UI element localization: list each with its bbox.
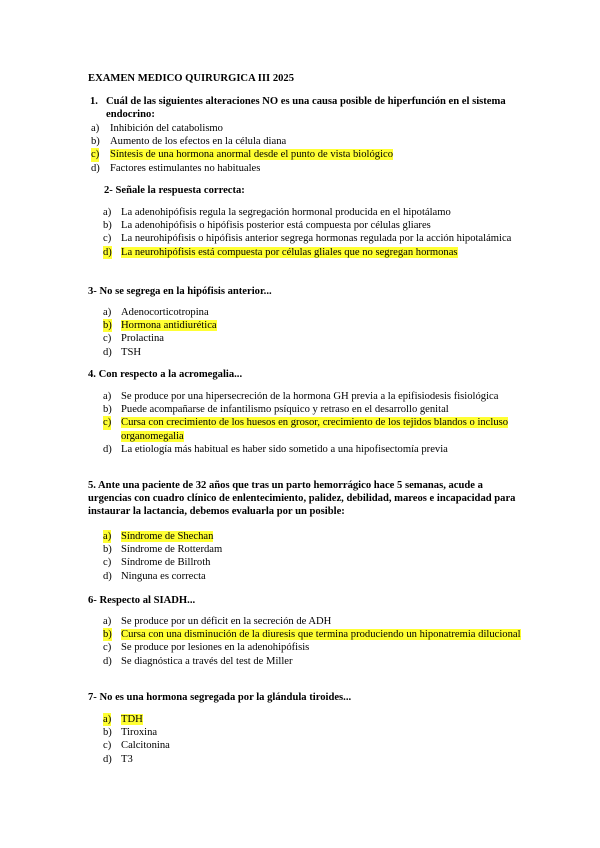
option-letter: b) xyxy=(103,404,112,416)
option-1b[interactable] xyxy=(88,135,524,148)
question-text: Cuál de las siguientes alteraciones NO es una causa posible de hiperfunción en el sistema endocrino: xyxy=(106,96,506,121)
question-3 xyxy=(88,285,524,298)
option-letter: d) xyxy=(103,346,112,358)
option-1c[interactable] xyxy=(88,148,524,161)
option-6b[interactable] xyxy=(88,628,524,641)
option-text: Factores estimulantes no habituales xyxy=(110,162,261,174)
option-text: Inhibición del catabolismo xyxy=(110,123,223,134)
question-7-options xyxy=(88,713,524,766)
option-letter: c) xyxy=(103,642,112,654)
option-letter: c) xyxy=(103,740,112,752)
option-5b[interactable] xyxy=(88,543,524,556)
option-letter: b) xyxy=(103,544,112,556)
option-text: Síndrome de Billroth xyxy=(121,557,211,569)
option-4b[interactable] xyxy=(88,403,524,416)
option-text: Se produce por un déficit en la secreción de ADH xyxy=(121,616,332,627)
question-text: Respecto al SIADH... xyxy=(99,595,196,606)
option-5a[interactable] xyxy=(88,530,524,543)
option-letter: b) xyxy=(103,220,112,232)
option-letter: c) xyxy=(103,557,112,569)
option-7d[interactable] xyxy=(88,753,524,766)
option-text: TDH xyxy=(121,714,143,725)
option-text: TSH xyxy=(121,346,142,358)
option-letter: a) xyxy=(103,616,112,627)
option-text: Cursa con una disminución de la diuresis que termina produciendo un hiponatremia dilucional xyxy=(121,629,521,641)
option-letter: c) xyxy=(103,417,112,429)
option-letter: a) xyxy=(103,531,112,542)
question-4 xyxy=(88,368,524,381)
option-1d[interactable] xyxy=(88,162,524,175)
question-text: No se segrega en la hipófisis anterior... xyxy=(99,286,272,297)
question-number: 2- xyxy=(104,185,113,196)
option-text: Se produce por lesiones en la adenohipófisis xyxy=(121,642,310,654)
option-6d[interactable] xyxy=(88,655,524,668)
option-1a[interactable] xyxy=(88,122,524,135)
question-6 xyxy=(88,594,524,607)
option-letter: c) xyxy=(103,333,112,345)
option-text: T3 xyxy=(121,753,133,765)
option-3c[interactable] xyxy=(88,332,524,345)
option-letter: d) xyxy=(103,570,112,582)
option-letter: d) xyxy=(103,443,112,455)
question-number: 7- xyxy=(88,692,97,703)
question-number: 3- xyxy=(88,286,97,297)
option-letter: a) xyxy=(91,123,100,134)
option-7c[interactable] xyxy=(88,739,524,752)
question-5 xyxy=(88,479,524,519)
question-4-options xyxy=(88,390,524,456)
option-letter: c) xyxy=(91,149,100,161)
question-7 xyxy=(88,691,524,704)
option-text: Síndrome de Shechan xyxy=(121,531,214,542)
option-6a[interactable] xyxy=(88,615,524,628)
option-2d[interactable] xyxy=(88,246,524,259)
question-6-options xyxy=(88,615,524,668)
option-text: La etiología más habitual es haber sido sometido a una hipofisectomía previa xyxy=(121,443,448,455)
question-2 xyxy=(104,184,540,197)
question-text: No es una hormona segregada por la glándula tiroides... xyxy=(99,692,352,703)
question-text: Señale la respuesta correcta: xyxy=(115,185,245,196)
option-text: Prolactina xyxy=(121,333,164,345)
option-3d[interactable] xyxy=(88,346,524,359)
question-number: 6- xyxy=(88,595,97,606)
option-text: Calcitonina xyxy=(121,740,170,752)
option-5d[interactable] xyxy=(88,570,524,583)
option-4d[interactable] xyxy=(88,443,524,456)
option-letter: a) xyxy=(103,207,112,218)
option-letter: b) xyxy=(103,320,112,332)
question-text: Con respecto a la acromegalia... xyxy=(98,369,243,380)
option-letter: d) xyxy=(103,655,112,667)
option-text: Puede acompañarse de infantilismo psíquico y retraso en el desarrollo genital xyxy=(121,404,449,416)
option-text: La neurohipófisis está compuesta por células gliales que no segregan hormonas xyxy=(121,246,458,258)
option-7a[interactable] xyxy=(88,713,524,726)
option-text: Síndrome de Rotterdam xyxy=(121,544,223,556)
option-text: Síntesis de una hormona anormal desde el punto de vista biológico xyxy=(110,149,394,161)
question-number: 4. xyxy=(88,369,96,380)
option-text: Aumento de los efectos en la célula diana xyxy=(110,136,287,148)
option-2c[interactable] xyxy=(88,232,524,245)
option-2b[interactable] xyxy=(88,219,524,232)
option-letter: a) xyxy=(103,307,112,318)
question-2-options xyxy=(88,206,524,259)
option-2a[interactable] xyxy=(88,206,524,219)
option-4a[interactable] xyxy=(88,390,524,403)
option-3b[interactable] xyxy=(88,319,524,332)
question-number: 1. xyxy=(90,96,98,107)
option-text: Se produce por una hipersecreción de la hormona GH previa a la epifisiodesis fisiológica xyxy=(121,391,499,402)
option-letter: a) xyxy=(103,391,112,402)
option-5c[interactable] xyxy=(88,556,524,569)
option-6c[interactable] xyxy=(88,641,524,654)
option-7b[interactable] xyxy=(88,726,524,739)
question-number: 5. xyxy=(88,480,96,491)
option-letter: c) xyxy=(103,233,112,245)
option-letter: d) xyxy=(91,162,100,174)
option-letter: b) xyxy=(91,136,100,148)
option-text: La adenohipófisis o hipófisis posterior está compuesta por células gliares xyxy=(121,220,431,232)
option-text: Tiroxina xyxy=(121,727,158,739)
option-letter: d) xyxy=(103,246,112,258)
option-text: Se diagnóstica a través del test de Miller xyxy=(121,655,293,667)
option-text: La adenohipófisis regula la segregación hormonal producida en el hipotálamo xyxy=(121,207,451,218)
option-letter: b) xyxy=(103,629,112,641)
option-letter: a) xyxy=(103,714,112,725)
question-1-options xyxy=(88,122,524,175)
option-4c[interactable] xyxy=(88,416,524,442)
exam-title: EXAMEN MEDICO QUIRURGICA III 2025 xyxy=(88,73,295,84)
question-1 xyxy=(90,95,524,121)
option-letter: b) xyxy=(103,727,112,739)
option-text: Adenocorticotropina xyxy=(121,307,209,318)
option-text: Cursa con crecimiento de los huesos en grosor, crecimiento de los tejidos blandos o incluso organomegalia xyxy=(121,417,509,442)
option-3a[interactable] xyxy=(88,306,524,319)
question-text: Ante una paciente de 32 años que tras un parto hemorrágico hace 5 semanas, acude a urgencias con cuadro clínico de enlentecimiento, palidez, debilidad, mareos e incapacidad para instaurar la lactancia, debemos evaluarla por un posible: xyxy=(88,480,516,518)
option-letter: d) xyxy=(103,753,112,765)
question-5-options xyxy=(88,530,524,583)
option-text: La neurohipófisis o hipófisis anterior segrega hormonas regulada por la acción hipotalámica xyxy=(121,233,512,245)
question-3-options xyxy=(88,306,524,359)
option-text: Ninguna es correcta xyxy=(121,570,206,582)
option-text: Hormona antidiurética xyxy=(121,320,217,332)
